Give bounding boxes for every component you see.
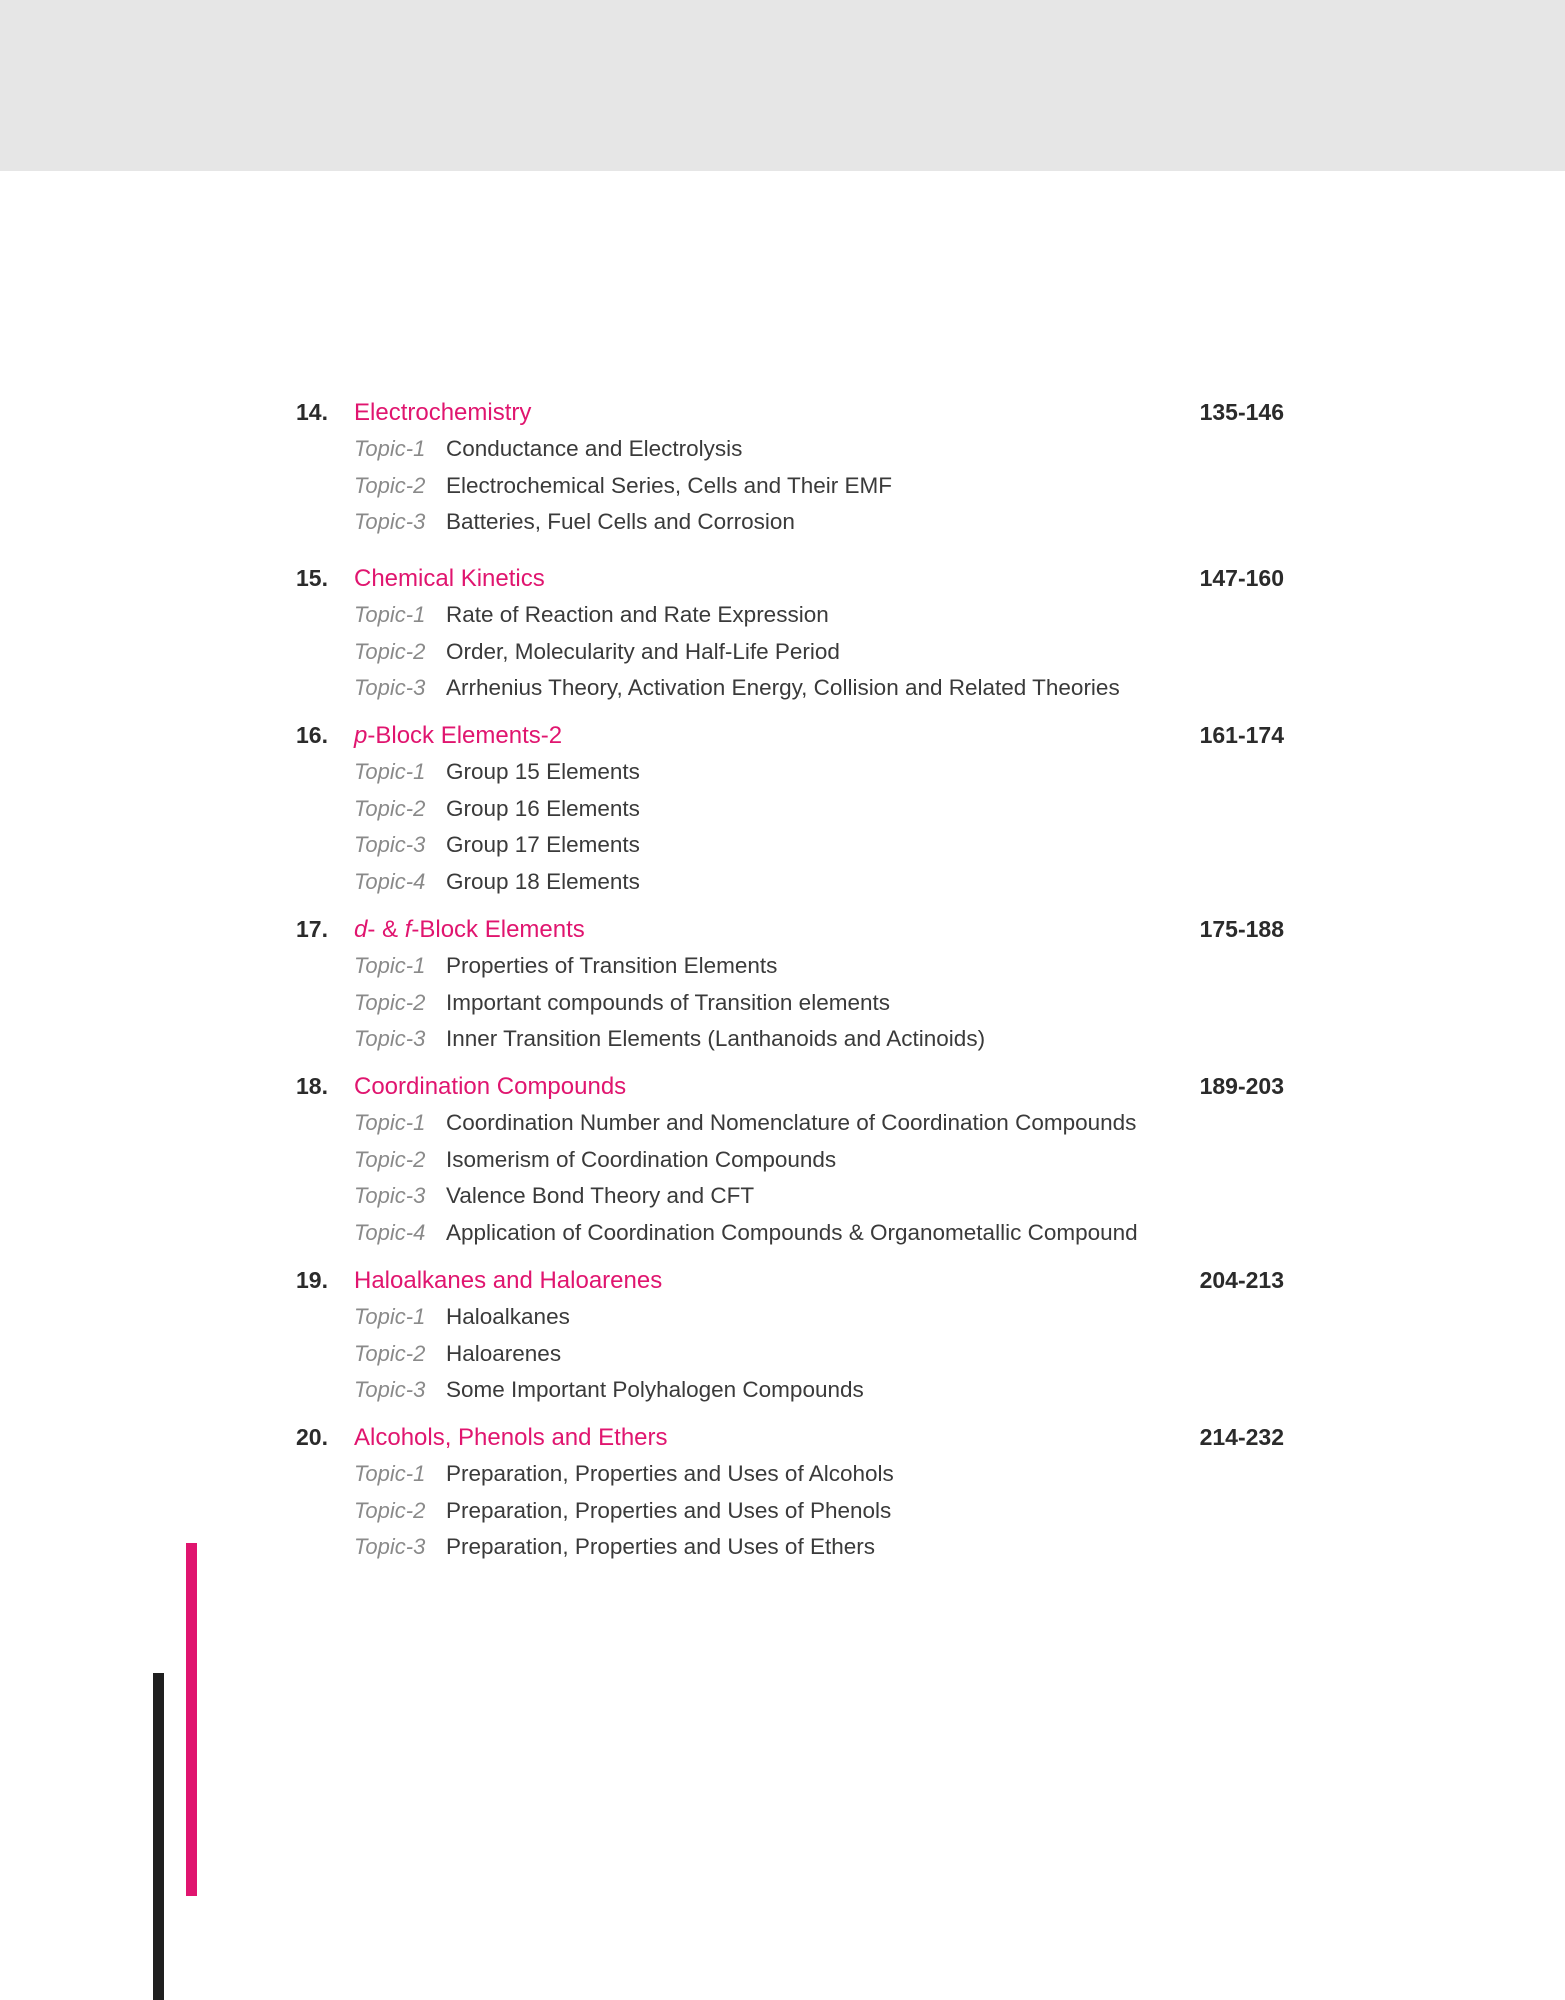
chapter-number: 15.	[296, 565, 328, 591]
topic-label: Topic-3	[354, 1377, 426, 1402]
chapter-16	[0, 717, 1565, 900]
decorative-black-bar	[153, 1673, 164, 2000]
topic-row	[0, 1178, 1565, 1215]
topic-title: Conductance and Electrolysis	[446, 436, 743, 461]
topic-label: Topic-2	[354, 1340, 426, 1366]
topic-title: Group 16 Elements	[446, 795, 640, 821]
chapter-title-text: -Block Elements-2	[367, 722, 563, 749]
topic-row	[0, 634, 1565, 671]
topic-label: Topic-1	[354, 1304, 426, 1329]
topic-label: Topic-1	[354, 602, 426, 627]
topic-row	[0, 1336, 1565, 1373]
chapter-heading	[0, 717, 1565, 754]
topic-row	[0, 1105, 1565, 1142]
topic-title: Application of Coordination Compounds & Organometallic Compound	[446, 1219, 1138, 1245]
topic-label: Topic-3	[354, 1534, 426, 1559]
topic-label: Topic-2	[354, 1146, 426, 1172]
topic-title: Group 18 Elements	[446, 868, 640, 894]
topic-row	[0, 670, 1565, 707]
topic-title: Isomerism of Coordination Compounds	[446, 1146, 837, 1172]
topic-title: Order, Molecularity and Half-Life Period	[446, 638, 840, 664]
chapter-page-range: 147-160	[1199, 565, 1284, 591]
chapter-heading	[0, 1068, 1565, 1105]
chapter-number: 19.	[296, 1267, 328, 1293]
topic-title: Batteries, Fuel Cells and Corrosion	[446, 509, 795, 534]
chapter-17	[0, 911, 1565, 1058]
topic-label: Topic-2	[354, 472, 426, 498]
chapter-heading	[0, 1419, 1565, 1456]
topic-row	[0, 985, 1565, 1022]
topic-title: Group 17 Elements	[446, 832, 640, 857]
topic-row	[0, 948, 1565, 985]
topic-title: Properties of Transition Elements	[446, 953, 778, 978]
chapter-title[interactable]	[354, 911, 585, 948]
chapter-number: 16.	[296, 722, 328, 748]
topic-title: Preparation, Properties and Uses of Alcohols	[446, 1461, 894, 1486]
chapter-heading	[0, 911, 1565, 948]
chapter-heading	[0, 394, 1565, 431]
chapter-title[interactable]: Haloalkanes and Haloarenes	[354, 1267, 663, 1294]
chapter-18	[0, 1068, 1565, 1251]
topic-label: Topic-3	[354, 509, 426, 534]
topic-row	[0, 468, 1565, 505]
chapter-title[interactable]: Coordination Compounds	[354, 1073, 627, 1100]
topic-row	[0, 1529, 1565, 1566]
decorative-pink-bar	[186, 1543, 197, 1896]
topic-row	[0, 1456, 1565, 1493]
chapter-title-mid: - &	[367, 916, 405, 943]
topic-label: Topic-1	[354, 1110, 426, 1135]
topic-row	[0, 1021, 1565, 1058]
topic-label: Topic-2	[354, 795, 426, 821]
topic-row	[0, 597, 1565, 634]
chapter-title-text: -Block Elements	[411, 916, 585, 943]
chapter-number: 20.	[296, 1424, 328, 1450]
chapter-number: 14.	[296, 399, 328, 425]
chapter-heading	[0, 560, 1565, 597]
topic-row	[0, 827, 1565, 864]
topic-title: Rate of Reaction and Rate Expression	[446, 602, 829, 627]
topic-row	[0, 791, 1565, 828]
chapter-title-italic-f: f	[404, 916, 412, 943]
topic-label: Topic-2	[354, 989, 426, 1015]
chapter-19	[0, 1262, 1565, 1409]
chapter-15	[0, 560, 1565, 707]
topic-title: Haloarenes	[446, 1340, 562, 1366]
topic-label: Topic-3	[354, 1026, 426, 1051]
topic-title: Preparation, Properties and Uses of Ethers	[446, 1534, 875, 1559]
topic-label: Topic-1	[354, 953, 426, 978]
chapter-title-italic-d: d	[354, 916, 368, 943]
topic-label: Topic-3	[354, 832, 426, 857]
chapter-page-range: 214-232	[1199, 1424, 1284, 1450]
topic-label: Topic-4	[354, 868, 426, 894]
topic-title: Coordination Number and Nomenclature of Coordination Compounds	[446, 1110, 1137, 1135]
topic-title: Some Important Polyhalogen Compounds	[446, 1377, 864, 1402]
chapter-20	[0, 1419, 1565, 1566]
chapter-page-range: 175-188	[1199, 916, 1284, 942]
chapter-title[interactable]: Alcohols, Phenols and Ethers	[354, 1424, 668, 1451]
topic-row	[0, 1215, 1565, 1252]
chapter-page-range: 204-213	[1199, 1267, 1284, 1293]
topic-label: Topic-2	[354, 638, 426, 664]
topic-title: Electrochemical Series, Cells and Their EMF	[446, 472, 892, 498]
topic-row	[0, 1142, 1565, 1179]
topic-row	[0, 1493, 1565, 1530]
topic-row	[0, 1299, 1565, 1336]
topic-label: Topic-2	[354, 1497, 426, 1523]
topic-label: Topic-3	[354, 1183, 426, 1208]
topic-row	[0, 504, 1565, 541]
chapter-title[interactable]	[354, 717, 562, 754]
chapter-title-italic-p: p	[354, 722, 368, 749]
topic-row	[0, 431, 1565, 468]
topic-title: Inner Transition Elements (Lanthanoids and Actinoids)	[446, 1026, 986, 1051]
chapter-number: 17.	[296, 916, 328, 942]
topic-label: Topic-1	[354, 436, 426, 461]
topic-title: Group 15 Elements	[446, 759, 640, 784]
topic-title: Arrhenius Theory, Activation Energy, Collision and Related Theories	[446, 675, 1120, 700]
topic-label: Topic-4	[354, 1219, 426, 1245]
chapter-title[interactable]: Chemical Kinetics	[354, 565, 545, 592]
chapter-heading	[0, 1262, 1565, 1299]
topic-label: Topic-1	[354, 1461, 426, 1486]
topic-row	[0, 1372, 1565, 1409]
topic-title: Preparation, Properties and Uses of Phenols	[446, 1497, 892, 1523]
topic-title: Haloalkanes	[446, 1304, 570, 1329]
chapter-page-range: 135-146	[1199, 399, 1284, 425]
chapter-14	[0, 394, 1565, 541]
chapter-number: 18.	[296, 1073, 328, 1099]
chapter-page-range: 161-174	[1199, 722, 1284, 748]
topic-label: Topic-1	[354, 759, 426, 784]
topic-title: Valence Bond Theory and CFT	[446, 1183, 755, 1208]
topic-row	[0, 754, 1565, 791]
topic-title: Important compounds of Transition elements	[446, 989, 890, 1015]
chapter-title[interactable]: Electrochemistry	[354, 399, 532, 426]
topic-label: Topic-3	[354, 675, 426, 700]
topic-row	[0, 864, 1565, 901]
chapter-page-range: 189-203	[1199, 1073, 1284, 1099]
